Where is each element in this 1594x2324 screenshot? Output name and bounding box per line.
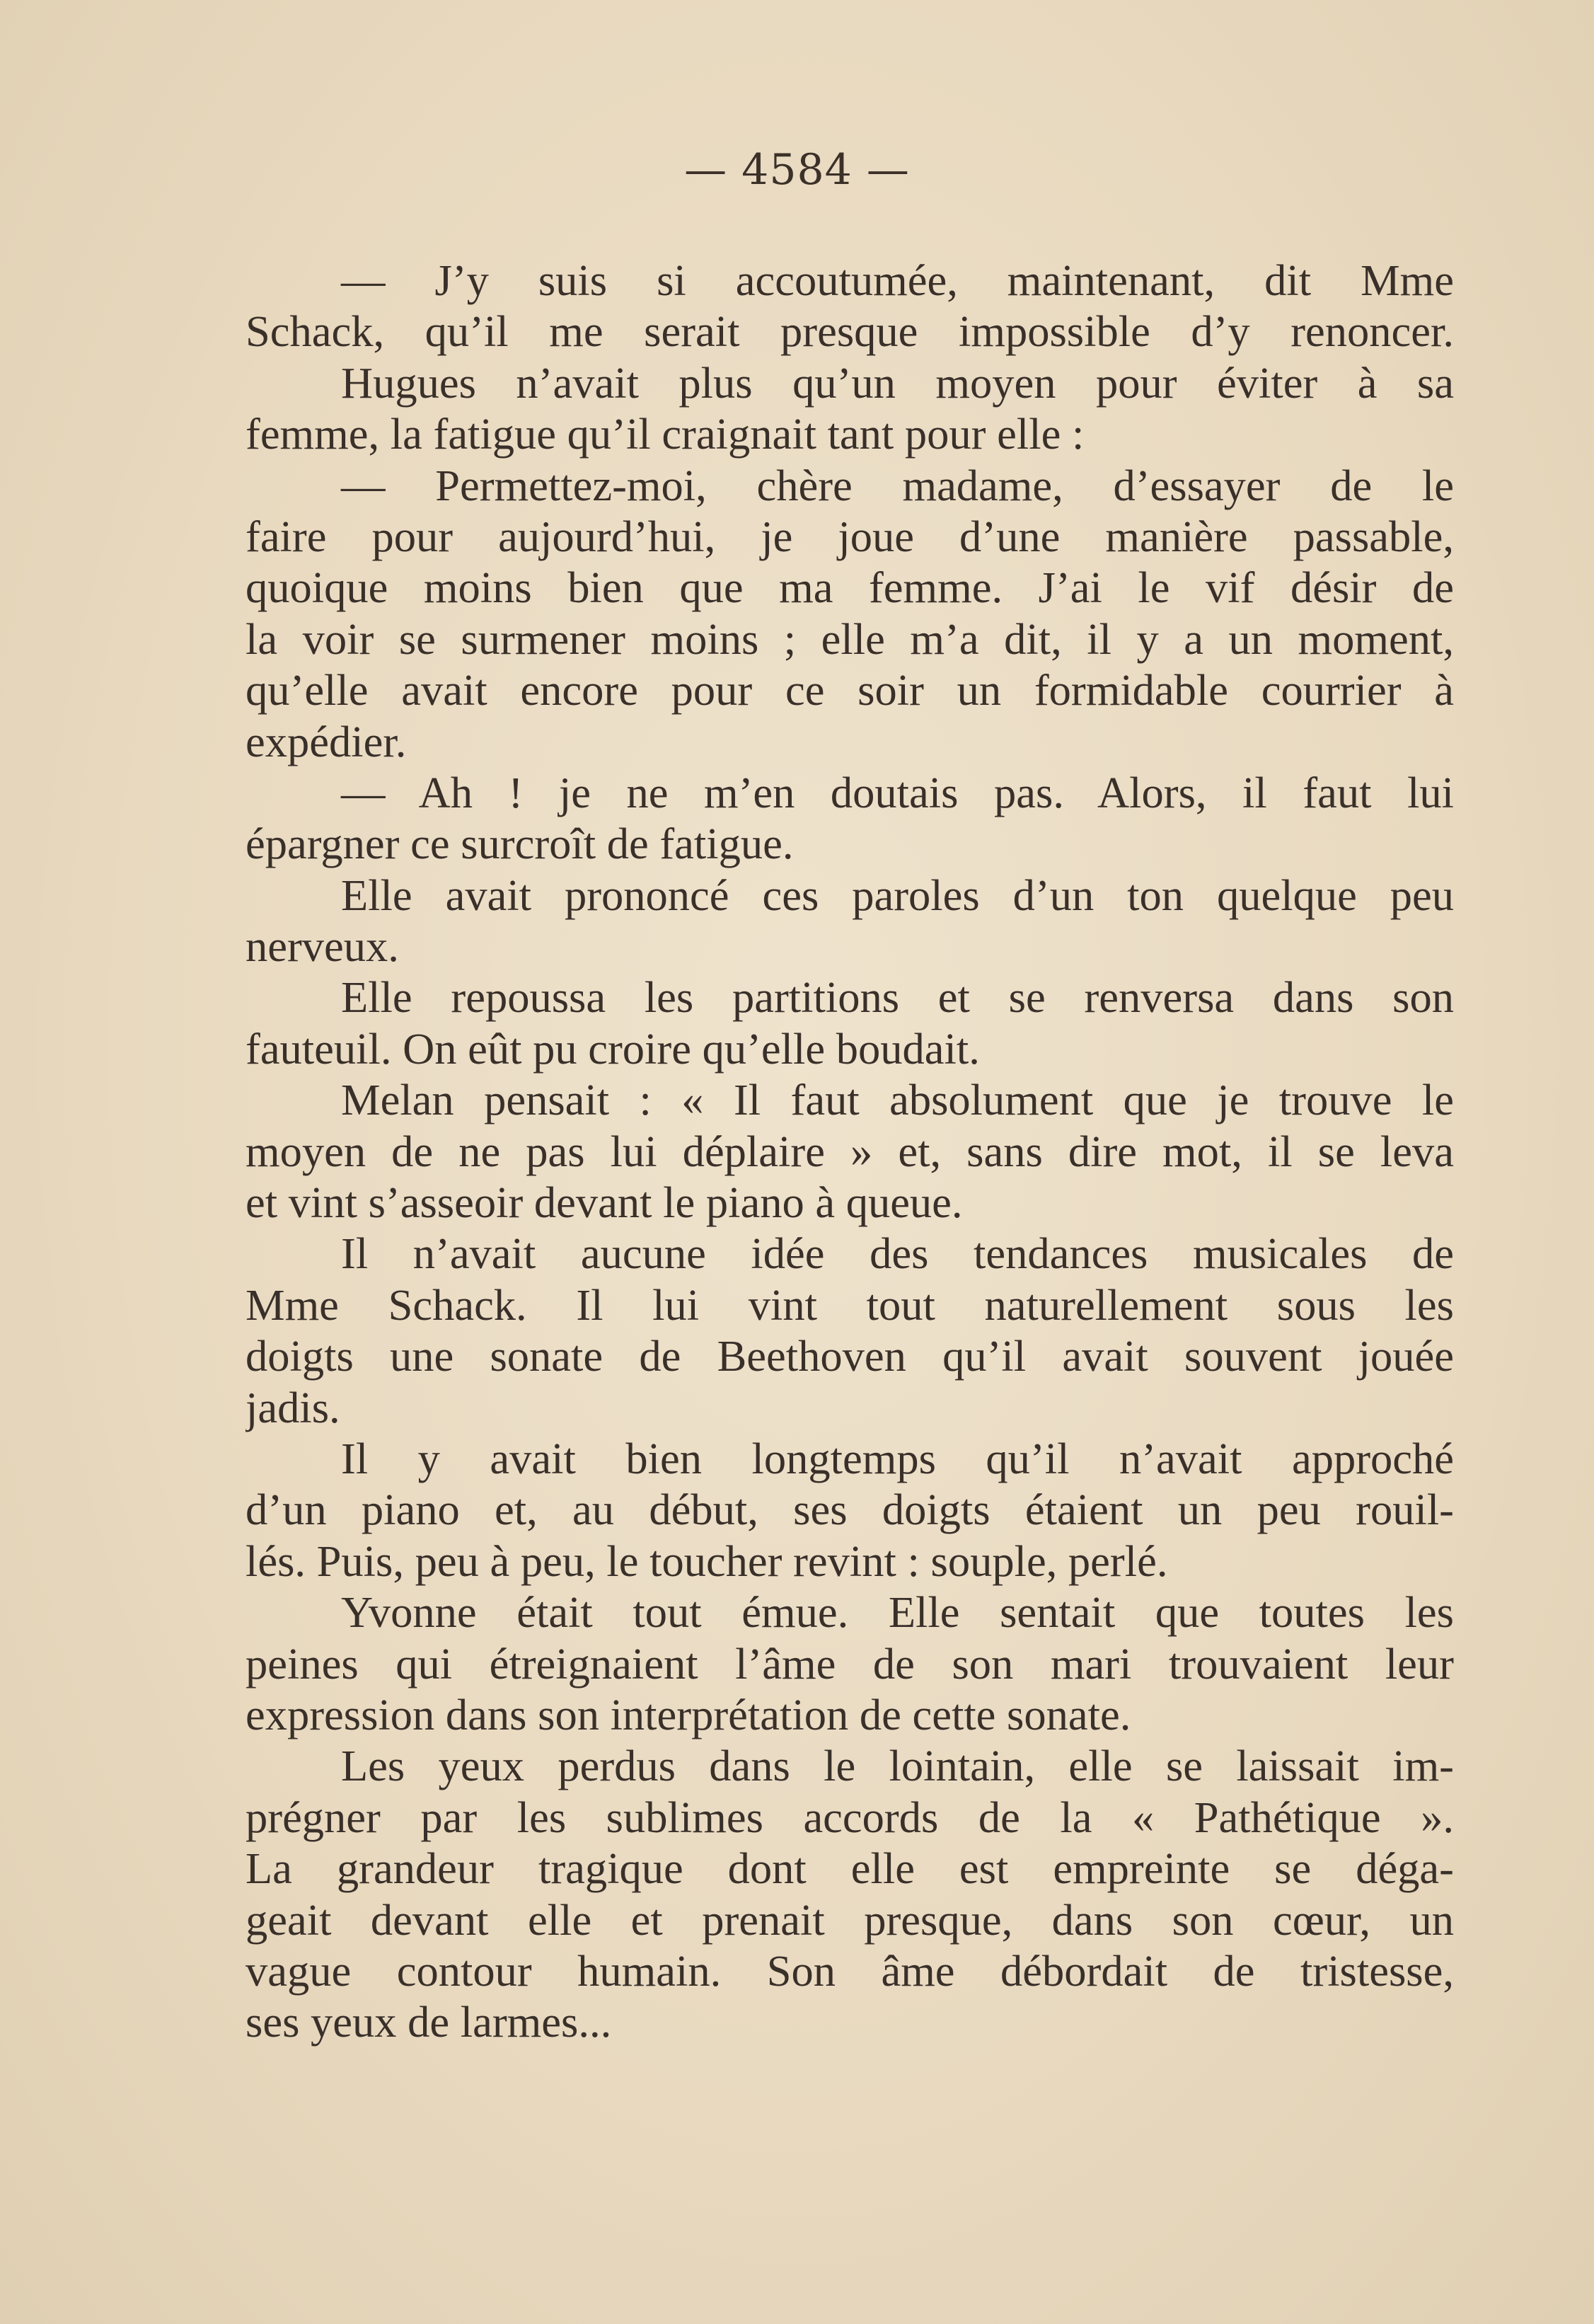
text-line: — Permettez-moi, chère madame, d’essayer de le bbox=[341, 460, 1454, 510]
text-line: — J’y suis si accoutumée, maintenant, dit Mme bbox=[341, 255, 1454, 305]
text-line: la voir se surmener moins ; elle m’a dit, il y a un moment, bbox=[246, 614, 1454, 664]
page-number: — 4584 — bbox=[684, 145, 910, 195]
text-line: qu’elle avait encore pour ce soir un formidable courrier à bbox=[246, 665, 1454, 715]
text-line: La grandeur tragique dont elle est empreinte se déga- bbox=[246, 1843, 1454, 1894]
text-line: Elle repoussa les partitions et se renversa dans son bbox=[341, 972, 1454, 1023]
text-line: peines qui étreignaient l’âme de son mari trouvaient leur bbox=[246, 1638, 1454, 1689]
text-line: Les yeux perdus dans le lointain, elle se laissait im- bbox=[341, 1741, 1454, 1791]
text-line: quoique moins bien que ma femme. J’ai le vif désir de bbox=[246, 563, 1454, 613]
text-line: Melan pensait : « Il faut absolument que je trouve le bbox=[341, 1075, 1454, 1125]
text-line: prégner par les sublimes accords de la « Pathétique ». bbox=[246, 1792, 1454, 1842]
text-line: femme, la fatigue qu’il craignait tant pour elle : bbox=[246, 409, 1085, 459]
text-line: épargner ce surcroît de fatigue. bbox=[246, 819, 794, 869]
text-line: et vint s’asseoir devant le piano à queue. bbox=[246, 1178, 963, 1228]
text-line: fauteuil. On eût pu croire qu’elle boudait. bbox=[246, 1023, 980, 1074]
text-line: expédier. bbox=[246, 716, 407, 766]
text-line: geait devant elle et prenait presque, dans son cœur, un bbox=[246, 1894, 1454, 1945]
body-text bbox=[246, 255, 1454, 2048]
text-line: jadis. bbox=[246, 1382, 340, 1432]
text-line: Il n’avait aucune idée des tendances musicales de bbox=[341, 1229, 1454, 1279]
text-line: Schack, qu’il me serait presque impossible d’y renoncer. bbox=[246, 306, 1454, 357]
text-line: Il y avait bien longtemps qu’il n’avait approché bbox=[341, 1433, 1454, 1483]
text-line: moyen de ne pas lui déplaire » et, sans dire mot, il se leva bbox=[246, 1126, 1454, 1176]
text-line: nerveux. bbox=[246, 921, 399, 972]
text-line: lés. Puis, peu à peu, le toucher revint : souple, perlé. bbox=[246, 1536, 1168, 1586]
text-line: doigts une sonate de Beethoven qu’il avait souvent jouée bbox=[246, 1331, 1454, 1381]
text-line: Yvonne était tout émue. Elle sentait que toutes les bbox=[341, 1587, 1454, 1638]
text-line: faire pour aujourd’hui, je joue d’une manière passable, bbox=[246, 511, 1454, 561]
text-line: Mme Schack. Il lui vint tout naturellement sous les bbox=[246, 1279, 1454, 1330]
text-line: vague contour humain. Son âme débordait de tristesse, bbox=[246, 1945, 1454, 1996]
text-line: — Ah ! je ne m’en doutais pas. Alors, il faut lui bbox=[341, 767, 1454, 817]
text-line: Hugues n’avait plus qu’un moyen pour éviter à sa bbox=[341, 357, 1454, 408]
text-line: expression dans son interprétation de cette sonate. bbox=[246, 1689, 1131, 1739]
text-line: d’un piano et, au début, ses doigts étaient un peu rouil- bbox=[246, 1485, 1454, 1535]
text-line: Elle avait prononcé ces paroles d’un ton quelque peu bbox=[341, 870, 1454, 920]
text-line: ses yeux de larmes... bbox=[246, 1997, 612, 2047]
